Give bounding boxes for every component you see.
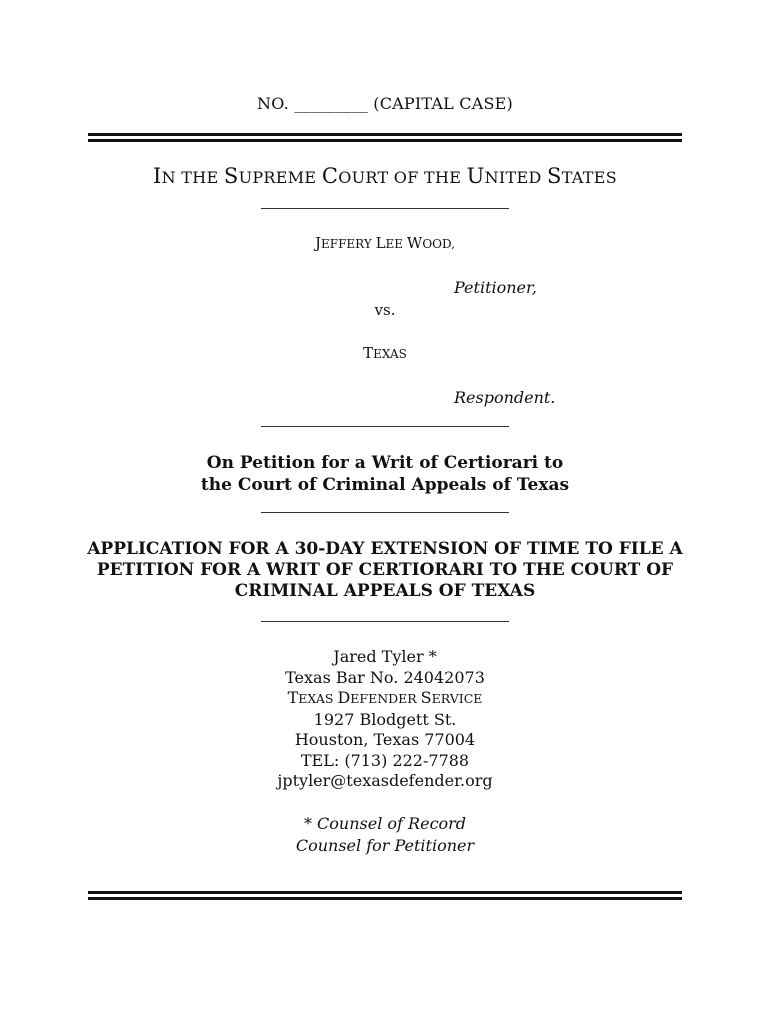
- counsel-phone: TEL: (713) 222-7788: [300, 750, 470, 770]
- respondent-role: Respondent.: [454, 388, 556, 407]
- petitioner-role: Petitioner,: [454, 278, 537, 297]
- separator-rule: [261, 208, 509, 209]
- counsel-email: jptyler@texasdefender.org: [277, 771, 493, 790]
- counsel-bar: Texas Bar No. 24042073: [285, 667, 485, 687]
- bottom-double-rule: [88, 891, 682, 901]
- counsel-block: [0, 647, 770, 792]
- counsel-city: Houston, Texas 77004: [294, 730, 476, 749]
- counsel-name: Jared Tyler *: [333, 647, 437, 666]
- counsel-of-record: * Counsel of Record: [303, 814, 467, 833]
- separator-rule: [261, 512, 509, 513]
- certiorari-heading: On Petition for a Writ of Certiorari to the Court of Criminal Appeals of Texas: [200, 453, 570, 495]
- counsel-roles: [0, 813, 770, 856]
- counsel-for-petitioner: Counsel for Petitioner: [295, 835, 475, 855]
- counsel-organization: TEXAS DEFENDER SERVICE: [287, 688, 483, 707]
- top-double-rule: [88, 133, 682, 143]
- separator-rule: [261, 621, 509, 622]
- application-title: APPLICATION FOR A 30-DAY EXTENSION OF TIME TO FILE A PETITION FOR A WRIT OF CERTIORARI TO THE COURT OF CRIMINAL APPEALS OF TEXAS: [87, 539, 683, 601]
- respondent-name: TEXAS: [363, 344, 407, 362]
- separator-rule: [261, 426, 509, 427]
- court-name: IN THE SUPREME COURT OF THE UNITED STATES: [153, 164, 617, 188]
- docket-number: NO. _________ (CAPITAL CASE): [257, 94, 513, 113]
- counsel-street: 1927 Blodgett St.: [313, 709, 457, 729]
- petitioner-name: JEFFERY LEE WOOD,: [314, 234, 455, 252]
- versus-text: vs.: [374, 301, 396, 319]
